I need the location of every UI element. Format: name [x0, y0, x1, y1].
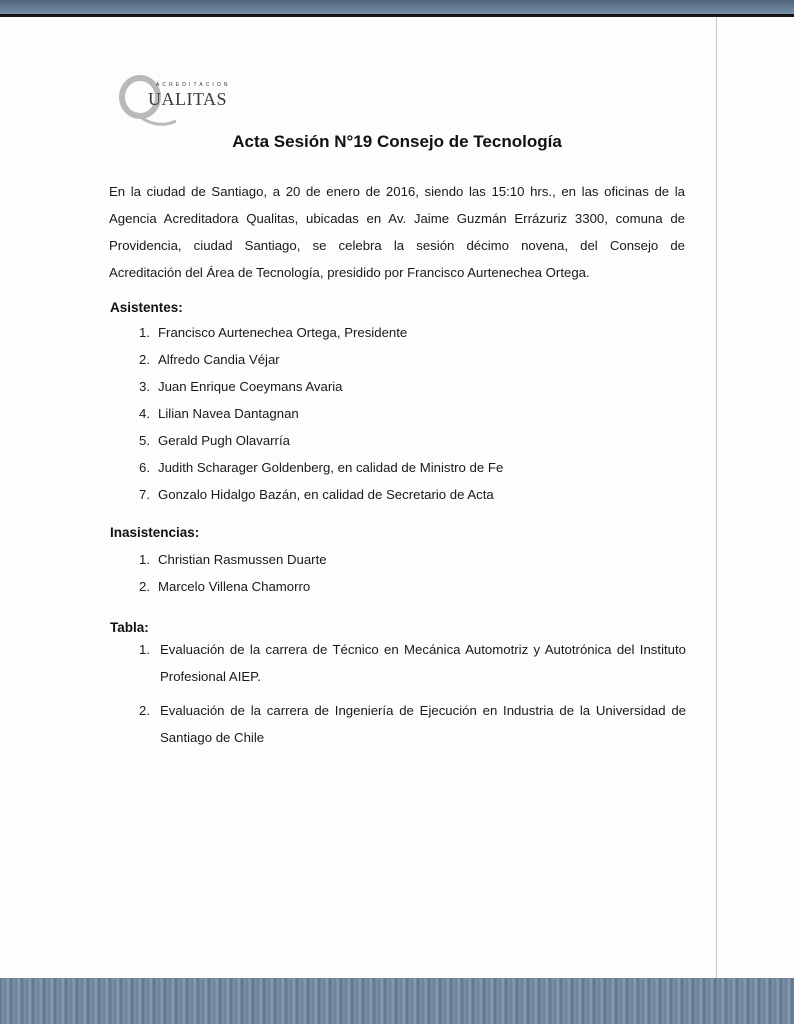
list-item: 7. Gonzalo Hidalgo Bazán, en calidad de Secretario de Acta — [139, 487, 494, 502]
list-item: 3. Juan Enrique Coeymans Avaria — [139, 379, 343, 394]
intro-paragraph — [109, 178, 685, 286]
list-item: 1. Evaluación de la carrera de Técnico en Mecánica Automotriz y Autotrónica del Instituto Profesional AIEP. — [139, 642, 686, 684]
asistentes-list — [126, 319, 503, 508]
intro-line: Acreditación del Área de Tecnología, presidido por Francisco Aurtenechea Ortega. — [109, 265, 590, 280]
list-item: 6. Judith Scharager Goldenberg, en calidad de Ministro de Fe — [139, 460, 504, 475]
list-item: 4. Lilian Navea Dantagnan — [139, 406, 299, 421]
list-item: 2. Alfredo Candia Véjar — [139, 352, 280, 367]
list-item: 2. Evaluación de la carrera de Ingeniería de Ejecución en Industria de la Universidad de Santiago de Chile — [139, 703, 686, 745]
inasistencias-section — [110, 525, 199, 540]
tabla-list — [130, 636, 686, 758]
intro-line: Agencia Acreditadora Qualitas, ubicadas en Av. Jaime Guzmán Errázuriz 3300, comuna de — [109, 211, 685, 226]
asistentes-heading: Asistentes: — [110, 300, 183, 315]
intro-line: Providencia, ciudad Santiago, se celebra la sesión décimo novena, del Consejo de — [109, 238, 685, 253]
logo-subtitle: ACREDITACION — [156, 82, 231, 88]
list-item: 5. Gerald Pugh Olavarría — [139, 433, 290, 448]
page-fold-line — [716, 17, 717, 978]
list-item: 2. Marcelo Villena Chamorro — [139, 579, 311, 594]
logo-wordmark: UALITAS — [148, 89, 228, 109]
intro-line: En la ciudad de Santiago, a 20 de enero de 2016, siendo las 15:10 hrs., en las oficinas de la — [109, 184, 685, 199]
document-page — [0, 14, 794, 978]
qualitas-logo — [118, 73, 268, 127]
tabla-section — [110, 620, 149, 635]
scan-border-top — [0, 0, 794, 14]
asistentes-section — [110, 300, 183, 315]
list-item: 1. Francisco Aurtenechea Ortega, Presidente — [139, 325, 408, 340]
scan-border-bottom — [0, 978, 794, 1024]
document-title: Acta Sesión N°19 Consejo de Tecnología — [232, 132, 562, 151]
tabla-heading: Tabla: — [110, 620, 149, 635]
list-item: 1. Christian Rasmussen Duarte — [139, 552, 327, 567]
inasistencias-list — [126, 546, 327, 600]
inasistencias-heading: Inasistencias: — [110, 525, 200, 540]
